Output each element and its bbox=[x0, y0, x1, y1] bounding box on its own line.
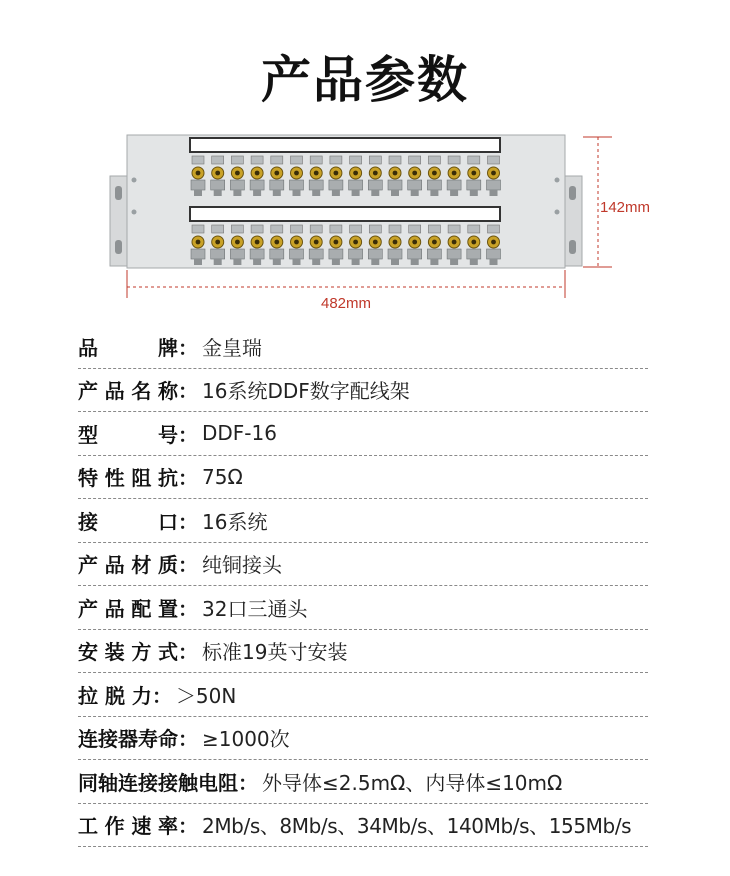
spec-colon: ： bbox=[178, 596, 198, 621]
bnc-port bbox=[467, 156, 481, 196]
spec-label: 产品名称 bbox=[78, 379, 178, 404]
bnc-port bbox=[270, 156, 284, 196]
bnc-port bbox=[329, 156, 343, 196]
spec-row bbox=[78, 325, 648, 369]
bnc-port bbox=[368, 225, 382, 265]
spec-value: 金皇瑞 bbox=[202, 335, 262, 360]
bnc-port bbox=[368, 156, 382, 196]
spec-label: 特性阻抗 bbox=[78, 466, 178, 491]
spec-row bbox=[78, 456, 648, 500]
spec-colon: ： bbox=[178, 509, 198, 534]
spec-colon: ： bbox=[178, 727, 198, 752]
spec-row bbox=[78, 630, 648, 674]
bnc-port bbox=[349, 156, 363, 196]
ddf-panel-illustration bbox=[0, 120, 730, 310]
width-dimension bbox=[127, 270, 565, 310]
bnc-port bbox=[270, 225, 284, 265]
bnc-port bbox=[447, 225, 461, 265]
spec-label: 接 口 bbox=[78, 509, 178, 534]
spec-colon: ： bbox=[178, 553, 198, 578]
bnc-port bbox=[447, 156, 461, 196]
spec-row bbox=[78, 804, 648, 848]
spec-colon: ： bbox=[238, 770, 258, 795]
spec-row bbox=[78, 717, 648, 761]
spec-label: 安装方式 bbox=[78, 640, 178, 665]
label-strip-top bbox=[190, 138, 500, 152]
spec-value: DDF-16 bbox=[202, 421, 277, 446]
spec-colon: ： bbox=[178, 466, 198, 491]
spec-value: ＞50N bbox=[175, 683, 237, 708]
bnc-port bbox=[427, 225, 441, 265]
spec-label: 连接器寿命 bbox=[78, 727, 178, 752]
spec-label: 型 号 bbox=[78, 422, 178, 447]
bnc-port bbox=[250, 156, 264, 196]
bnc-port bbox=[408, 225, 422, 265]
left-rack-ear bbox=[110, 176, 128, 266]
spec-value: ≥1000次 bbox=[202, 727, 290, 752]
spec-colon: ： bbox=[178, 379, 198, 404]
bnc-port bbox=[388, 156, 402, 196]
bnc-port bbox=[250, 225, 264, 265]
spec-colon: ： bbox=[178, 814, 198, 839]
bnc-port bbox=[487, 156, 501, 196]
bnc-port bbox=[388, 225, 402, 265]
spec-label: 工作速率 bbox=[78, 814, 178, 839]
bnc-port bbox=[290, 225, 304, 265]
spec-value: 2Mb/s、8Mb/s、34Mb/s、140Mb/s、155Mb/s bbox=[202, 814, 632, 839]
bnc-port bbox=[230, 225, 244, 265]
bnc-port bbox=[191, 156, 205, 196]
spec-row bbox=[78, 586, 648, 630]
spec-colon: ： bbox=[178, 422, 198, 447]
spec-label: 同轴连接接触电阻 bbox=[78, 770, 238, 795]
bnc-port bbox=[211, 156, 225, 196]
width-label: 482mm bbox=[320, 295, 372, 310]
spec-table bbox=[78, 325, 648, 847]
spec-colon: ： bbox=[178, 640, 198, 665]
spec-value: 外导体≤2.5mΩ、内导体≤10mΩ bbox=[262, 770, 563, 795]
spec-row bbox=[78, 412, 648, 456]
spec-label: 品 牌 bbox=[78, 335, 178, 360]
page-title: 产品参数 bbox=[261, 51, 469, 109]
spec-label: 拉 脱 力 bbox=[78, 683, 152, 708]
spec-label: 产品材质 bbox=[78, 553, 178, 578]
label-strip-bottom bbox=[190, 207, 500, 221]
bnc-port bbox=[467, 225, 481, 265]
spec-value: 16系统DDF数字配线架 bbox=[202, 379, 410, 404]
bnc-port bbox=[408, 156, 422, 196]
spec-label: 产品配置 bbox=[78, 596, 178, 621]
spec-row bbox=[78, 760, 648, 804]
bnc-port bbox=[329, 225, 343, 265]
bnc-port bbox=[290, 156, 304, 196]
bnc-port bbox=[487, 225, 501, 265]
bnc-port bbox=[309, 156, 323, 196]
spec-row bbox=[78, 369, 648, 413]
spec-colon: ： bbox=[178, 335, 198, 360]
height-label: 142mm bbox=[600, 199, 651, 216]
spec-value: 75Ω bbox=[202, 464, 243, 489]
spec-value: 标准19英寸安装 bbox=[202, 640, 348, 665]
bnc-port bbox=[349, 225, 363, 265]
bnc-port bbox=[309, 225, 323, 265]
bnc-port bbox=[230, 156, 244, 196]
spec-value: 纯铜接头 bbox=[202, 553, 282, 578]
spec-value: 32口三通头 bbox=[202, 596, 308, 621]
bnc-port bbox=[191, 225, 205, 265]
height-dimension bbox=[583, 137, 650, 267]
spec-row bbox=[78, 543, 648, 587]
bnc-port bbox=[427, 156, 441, 196]
spec-row bbox=[78, 673, 648, 717]
spec-colon: ： bbox=[151, 683, 172, 708]
front-plate bbox=[127, 135, 565, 268]
bnc-port bbox=[211, 225, 225, 265]
spec-row bbox=[78, 499, 648, 543]
right-rack-ear bbox=[564, 176, 582, 266]
spec-value: 16系统 bbox=[202, 509, 268, 534]
